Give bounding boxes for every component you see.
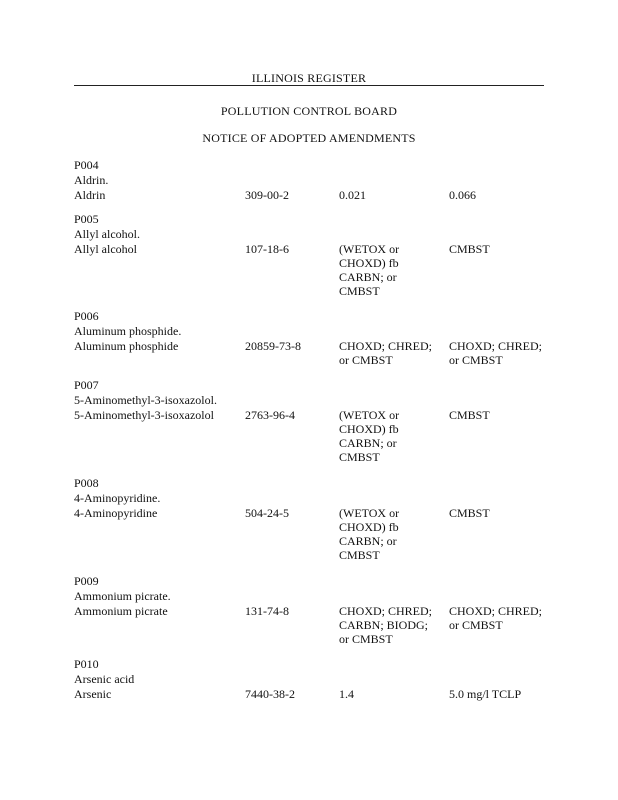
waste-name: Allyl alcohol. (74, 227, 140, 241)
notice-title: NOTICE OF ADOPTED AMENDMENTS (202, 131, 416, 145)
register-title: ILLINOIS REGISTER (251, 71, 367, 85)
wastewater-standard: (WETOX or CHOXD) fb CARBN; or CMBST (339, 506, 400, 562)
waste-name: 4-Aminopyridine. (74, 491, 161, 505)
nonwastewater-standard: CMBST (449, 242, 490, 256)
nonwastewater-standard: 5.0 mg/l TCLP (449, 687, 522, 701)
waste-name: Ammonium picrate. (74, 589, 171, 603)
waste-entry (74, 574, 554, 646)
cas-number: 2763-96-4 (245, 408, 295, 422)
cas-number: 504-24-5 (245, 506, 289, 520)
nonwastewater-standard: CHOXD; CHRED; or CMBST (449, 339, 543, 367)
nonwastewater-standard: CMBST (449, 506, 490, 520)
wastewater-standard: 1.4 (339, 687, 354, 701)
waste-code: P006 (74, 309, 99, 323)
waste-name: 5-Aminomethyl-3-isoxazolol. (74, 393, 217, 407)
nonwastewater-standard: CHOXD; CHRED; or CMBST (449, 604, 543, 632)
waste-code: P008 (74, 476, 99, 490)
waste-name: Aluminum phosphide. (74, 324, 182, 338)
wastewater-standard: 0.021 (339, 188, 366, 202)
waste-code: P005 (74, 212, 99, 226)
wastewater-standard: CHOXD; CHRED; CARBN; BIODG; or CMBST (339, 604, 433, 646)
waste-code: P010 (74, 657, 99, 671)
waste-code: P007 (74, 378, 99, 392)
waste-entry (74, 476, 554, 562)
waste-entry (74, 309, 554, 367)
cas-number: 131-74-8 (245, 604, 289, 618)
waste-entry (74, 212, 554, 298)
wastewater-standard: CHOXD; CHRED; or CMBST (339, 339, 433, 367)
constituent: Allyl alcohol (74, 242, 137, 256)
wastewater-standard: (WETOX or CHOXD) fb CARBN; or CMBST (339, 242, 400, 298)
constituent: Aldrin (74, 188, 106, 202)
waste-code: P004 (74, 158, 99, 172)
nonwastewater-standard: CMBST (449, 408, 490, 422)
wastewater-standard: (WETOX or CHOXD) fb CARBN; or CMBST (339, 408, 400, 464)
constituent: Arsenic (74, 687, 112, 701)
nonwastewater-standard: 0.066 (449, 188, 476, 202)
constituent: 4-Aminopyridine (74, 506, 158, 520)
waste-code: P009 (74, 574, 99, 588)
cas-number: 309-00-2 (245, 188, 289, 202)
waste-entry (74, 378, 554, 464)
waste-entry (74, 657, 554, 702)
waste-name: Aldrin. (74, 173, 109, 187)
constituent: Ammonium picrate (74, 604, 168, 618)
constituent: Aluminum phosphide (74, 339, 179, 353)
cas-number: 20859-73-8 (245, 339, 301, 353)
waste-entry (74, 158, 554, 203)
board-title: POLLUTION CONTROL BOARD (220, 104, 398, 118)
cas-number: 107-18-6 (245, 242, 289, 256)
cas-number: 7440-38-2 (245, 687, 295, 701)
constituent: 5-Aminomethyl-3-isoxazolol (74, 408, 214, 422)
waste-name: Arsenic acid (74, 672, 135, 686)
